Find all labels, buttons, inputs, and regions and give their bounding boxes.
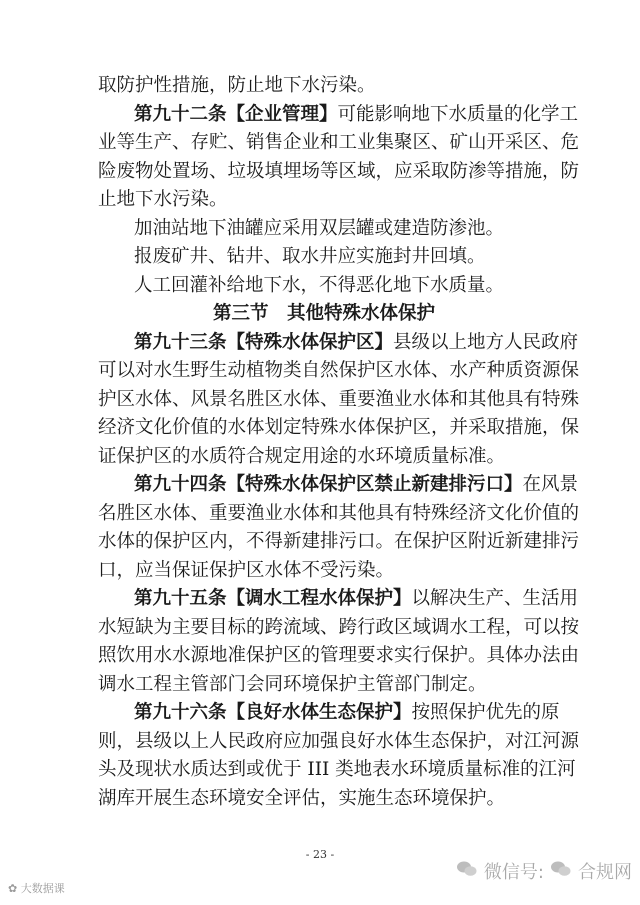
watermark-right-text: 微信号:: [483, 862, 544, 883]
text-line: [98, 443, 550, 471]
watermark-right-brand: 合规网: [578, 862, 632, 883]
line-text: 湖库开展生态环境安全评估，实施生态环境保护。: [98, 787, 506, 809]
text-line: [98, 414, 580, 442]
text-line: [98, 72, 550, 100]
text-line: [98, 614, 580, 642]
line-text: 名胜区水体、重要渔业水体和其他具有特殊经济文化价值的: [98, 502, 580, 524]
line-text: 可能影响地下水质量的化学工: [337, 103, 579, 125]
watermark-left-text: 大数据课: [20, 882, 65, 895]
line-text: 护区水体、风景名胜区水体、重要渔业水体和其他具有特殊: [98, 388, 580, 410]
page-number: - 23 -: [305, 848, 335, 861]
line-text: 头及现状水质达到或优于 III 类地表水环境质量标准的江河: [98, 759, 576, 780]
line-text: 业等生产、存贮、销售企业和工业集聚区、矿山开采区、危: [98, 132, 580, 153]
section-heading: 第三节 其他特殊水体保护: [212, 303, 435, 324]
article-heading: 第九十三条【特殊水体保护区】: [134, 331, 394, 353]
line-text: 可以对水生野生动植物类自然保护区水体、水产种质资源保: [98, 360, 580, 381]
line-text: 人工回灌补给地下水，不得恶化地下水质量。: [134, 274, 505, 296]
line-text: 经济文化价值的水体划定特殊水体保护区，并采取措施，保: [98, 417, 580, 438]
line-text: 调水工程主管部门会同环境保护主管部门制定。: [98, 673, 487, 695]
line-text: 证保护区的水质符合规定用途的水环境质量标准。: [98, 445, 506, 467]
article-heading: 第九十六条【良好水体生态保护】: [134, 702, 412, 723]
line-text: 水体的保护区内，不得新建排污口。在保护区附近新建排污: [98, 531, 580, 552]
article-heading: 第九十二条【企业管理】: [134, 103, 338, 125]
text-line: [98, 500, 580, 528]
line-text: 县级以上地方人民政府: [393, 331, 579, 353]
article-heading: 第九十五条【调水工程水体保护】: [134, 588, 412, 609]
text-line: [98, 386, 580, 414]
text-line: [98, 158, 580, 186]
line-text: 止地下水污染。: [98, 189, 228, 210]
article-heading: 第九十四条【特殊水体保护区禁止新建排污口】: [134, 474, 523, 495]
line-text: 口，应当保证保护区水体不受污染。: [98, 559, 395, 581]
line-text: 按照保护优先的原: [411, 702, 560, 723]
weibo-icon: ✿: [8, 882, 18, 895]
wechat-icon: [456, 860, 478, 883]
text-line: [134, 215, 550, 243]
line-text: 则，县级以上人民政府应加强良好水体生态保护，对江河源: [98, 730, 580, 752]
text-line: [134, 101, 579, 129]
text-line: [98, 728, 580, 756]
text-line: [134, 243, 550, 271]
text-line: [134, 329, 579, 357]
line-text: 水短缺为主要目标的跨流域、跨行政区域调水工程，可以按: [98, 616, 580, 638]
line-text: 加油站地下油罐应采用双层罐或建造防渗池。: [134, 217, 505, 239]
line-text: 照饮用水水源地准保护区的管理要求实行保护。具体办法由: [98, 645, 580, 666]
text-line: [134, 272, 550, 300]
text-line: [134, 471, 579, 499]
text-line: [98, 642, 580, 670]
text-line: [98, 129, 580, 157]
line-text: 取防护性措施，防止地下水污染。: [98, 75, 376, 96]
line-text: 险废物处置场、垃圾填埋场等区域，应采取防渗等措施，防: [98, 160, 580, 182]
text-line: [134, 699, 560, 727]
text-line: [134, 585, 579, 613]
watermark-left: [8, 880, 65, 896]
text-line: [98, 357, 580, 385]
text-line: [98, 186, 550, 214]
text-line: [98, 557, 550, 585]
text-line: [98, 671, 550, 699]
text-line: [98, 528, 580, 556]
line-text: 以解决生产、生活用: [411, 588, 579, 609]
wechat-icon: [550, 860, 572, 883]
watermark-right: [456, 858, 632, 884]
line-text: 在风景: [522, 474, 579, 495]
text-line: [98, 785, 550, 813]
line-text: 报废矿井、钻井、取水井应实施封井回填。: [134, 246, 486, 267]
text-line: [98, 756, 576, 784]
